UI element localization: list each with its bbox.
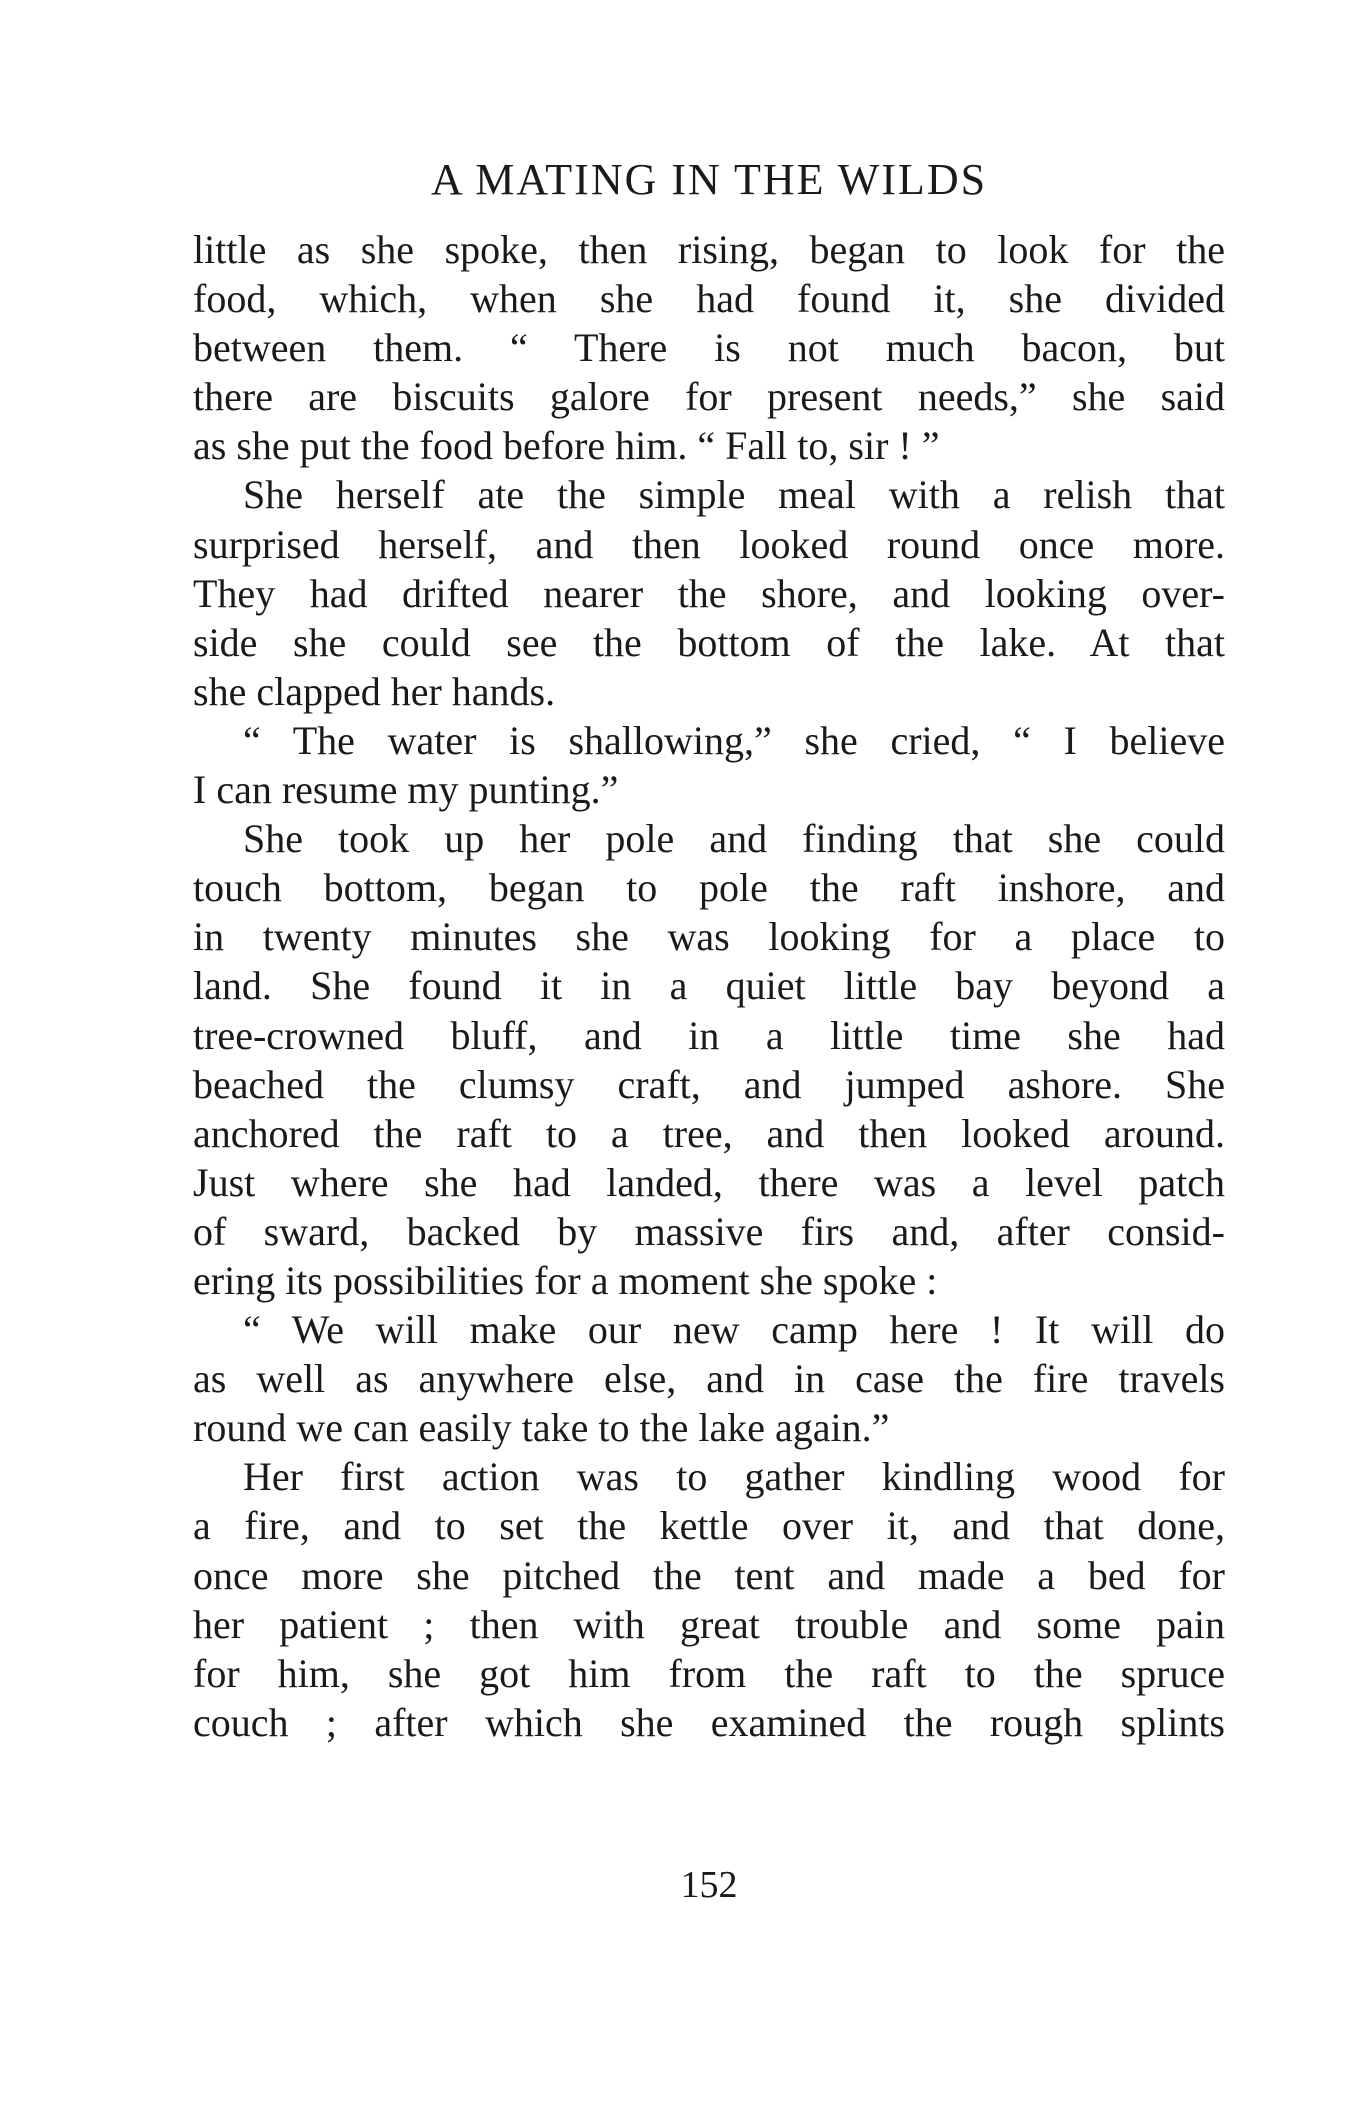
text-line: She herself ate the simple meal with a relish that [243,472,1225,518]
text-line: tree-crowned bluff, and in a little time she had [193,1012,1225,1058]
text-line: land. She found it in a quiet little bay beyond a [193,963,1225,1009]
text-line: side she could see the bottom of the lake. At that [193,619,1225,665]
text-line: Just where she had landed, there was a level patch [193,1159,1225,1205]
text-line: anchored the raft to a tree, and then looked around. [193,1110,1225,1156]
text-line: “ The water is shallowing,” she cried, “ I believe [243,717,1225,763]
text-line: between them. “ There is not much bacon, but [193,325,1225,371]
text-line: round we can easily take to the lake again.” [193,1405,890,1451]
text-line: little as she spoke, then rising, began to look for the [193,227,1225,272]
text-line: as well as anywhere else, and in case the fire travels [193,1356,1225,1402]
text-line: there are biscuits galore for present needs,” she said [193,374,1225,420]
text-line: touch bottom, began to pole the raft inshore, and [193,865,1225,911]
text-line: I can resume my punting.” [193,767,619,813]
text-line: once more she pitched the tent and made a bed for [193,1552,1225,1598]
text-line: They had drifted nearer the shore, and looking over- [193,570,1225,616]
text-line: “ We will make our new camp here ! It will do [243,1307,1225,1353]
text-line: she clapped her hands. [193,668,556,714]
running-head: A MATING IN THE WILDS [430,155,988,204]
text-line: a fire, and to set the kettle over it, and that done, [193,1503,1225,1549]
page-number: 152 [680,1864,738,1906]
text-line: surprised herself, and then looked round once more. [193,521,1225,567]
text-line: couch ; after which she examined the rough splints [193,1699,1225,1745]
text-line: for him, she got him from the raft to the spruce [193,1650,1225,1696]
text-line: food, which, when she had found it, she divided [193,276,1225,322]
text-line: her patient ; then with great trouble and some pain [193,1601,1225,1647]
text-line: Her first action was to gather kindling wood for [243,1454,1225,1500]
body-text [193,225,1225,1747]
text-line: beached the clumsy craft, and jumped ashore. She [193,1061,1225,1107]
text-line: of sward, backed by massive firs and, after consid- [193,1208,1225,1254]
text-line: in twenty minutes she was looking for a place to [193,914,1225,960]
text-line: ering its possibilities for a moment she spoke : [193,1257,938,1303]
text-line: She took up her pole and finding that she could [243,816,1225,862]
text-line: as she put the food before him. “ Fall to, sir ! ” [193,423,940,469]
